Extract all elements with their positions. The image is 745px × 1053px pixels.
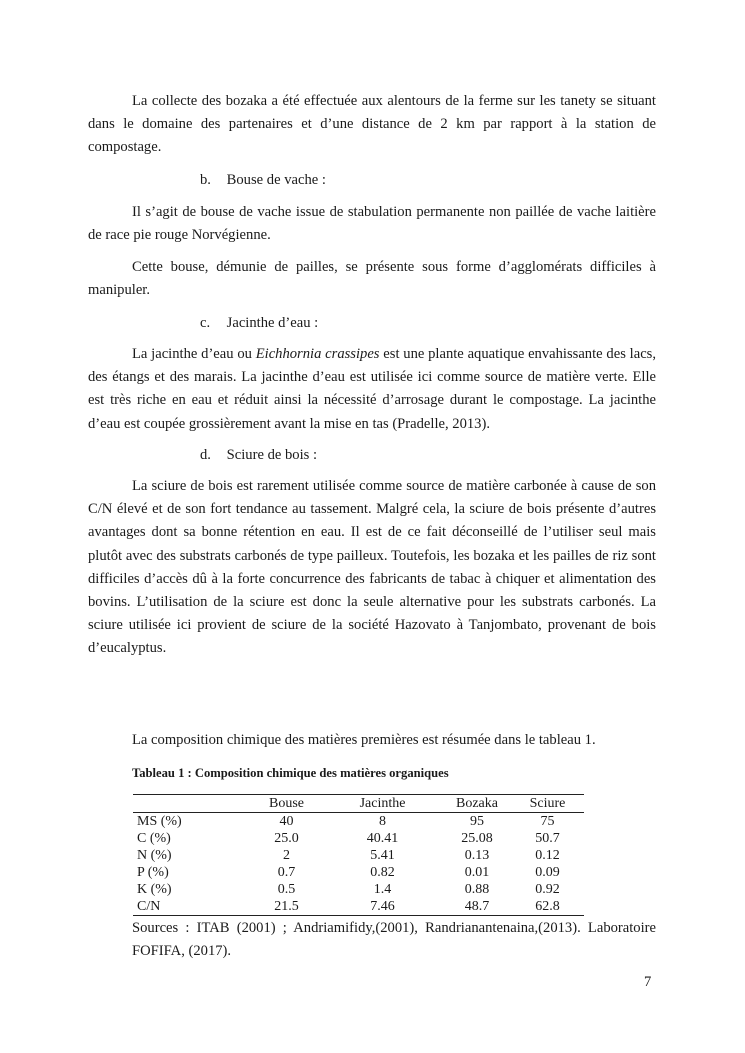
composition-table <box>133 794 584 916</box>
table-row <box>133 847 584 864</box>
heading-label: c. <box>200 315 211 331</box>
table-cell: 0.88 <box>464 882 490 897</box>
header-cell-bozaka: Bozaka <box>456 796 498 811</box>
table-cell: 75 <box>540 814 555 829</box>
table-cell: 0.01 <box>464 865 490 880</box>
table-cell: 40.41 <box>366 831 399 846</box>
header-cell-sciure: Sciure <box>529 796 566 811</box>
table-cell: 21.5 <box>274 899 299 914</box>
table-cell: 25.0 <box>274 831 299 846</box>
table-cell: 50.7 <box>535 831 560 846</box>
row-label: P (%) <box>137 865 169 880</box>
table-cell: 0.82 <box>370 865 395 880</box>
table-cell: 0.09 <box>535 865 560 880</box>
table-cell: 25.08 <box>461 831 493 846</box>
table-cell: 5.41 <box>370 848 395 863</box>
table-cell: 48.7 <box>464 899 490 914</box>
table-row <box>133 898 584 916</box>
table-cell: 1.4 <box>373 882 392 897</box>
jacinthe-text-start: La jacinthe d’eau ou <box>132 346 256 362</box>
row-label: C/N <box>137 899 161 914</box>
table-cell: 8 <box>379 814 386 829</box>
table-row <box>133 813 584 831</box>
heading-text: Bouse de vache : <box>226 172 326 188</box>
table-caption: Tableau 1 : Composition chimique des matières organiques <box>132 766 449 780</box>
heading-bouse-de-vache <box>200 170 326 190</box>
sources-line-2: FOFIFA, (2017). <box>132 943 232 960</box>
paragraph-bouse: Il s’agit de bouse de vache issue de stabulation permanente non paillée de vache laitière de race pie rouge Norvégienne. <box>88 204 656 244</box>
table-cell: 2 <box>283 848 290 863</box>
table-cell: 0.92 <box>535 882 560 897</box>
table-cell: 0.5 <box>277 882 296 897</box>
header-cell-empty <box>133 795 251 813</box>
table-cell: 0.13 <box>464 848 490 863</box>
table-cell: 62.8 <box>535 899 560 914</box>
table-cell: 40 <box>279 814 294 829</box>
table-row <box>133 864 584 881</box>
row-label: C (%) <box>137 831 171 846</box>
heading-text: Jacinthe d’eau : <box>226 315 319 331</box>
table-cell: 7.46 <box>370 899 395 914</box>
row-label: MS (%) <box>137 814 182 829</box>
heading-jacinthe-eau <box>200 313 318 333</box>
paragraph-bozaka-collecte: La collecte des bozaka a été effectuée aux alentours de la ferme sur les tanety se situant dans le domaine des partenaires et d’une distance de 2 km par rapport à la station de compostage. <box>88 93 656 156</box>
table-sources <box>88 917 656 963</box>
table-header-row <box>133 795 584 813</box>
table-cell: 95 <box>470 814 484 829</box>
page-number: 7 <box>644 974 652 990</box>
heading-text: Sciure de bois : <box>226 447 318 463</box>
paragraph-composition-intro: La composition chimique des matières premières est résumée dans le tableau 1. <box>132 732 596 748</box>
table-cell: 0.7 <box>277 865 296 880</box>
heading-label: b. <box>200 172 211 188</box>
table-row <box>133 881 584 898</box>
jacinthe-text-end: est une plante aquatique envahissante des lacs, des étangs et des marais. La jacinthe d’eau est utilisée ici comme source de matière verte. Elle est très riche en eau et réduit ainsi la nécessité d’arrosage durant le compostage. La jacinthe d’eau est coupée grossièrement avant la mise en tas (Pradelle, 2013). <box>88 346 656 432</box>
row-label: K (%) <box>137 882 172 897</box>
row-label: N (%) <box>137 848 172 863</box>
heading-label: d. <box>200 447 211 463</box>
header-cell-jacinthe: Jacinthe <box>359 796 406 811</box>
header-cell-bouse: Bouse <box>269 796 304 811</box>
sources-line-1: Sources : ITAB (2001) ; Andriamifidy,(2001), Randrianantenaina,(2013). Laboratoire <box>132 920 656 936</box>
heading-sciure-de-bois <box>200 445 317 465</box>
table-row <box>133 830 584 847</box>
table-cell: 0.12 <box>535 848 560 863</box>
paragraph-bouse-agglomerats: Cette bouse, démunie de pailles, se présente sous forme d’agglomérats difficiles à manipuler. <box>88 259 656 299</box>
species-name: Eichhornia crassipes <box>255 346 380 362</box>
paragraph-jacinthe <box>88 343 656 436</box>
paragraph-sciure: La sciure de bois est rarement utilisée comme source de matière carbonée à cause de son C/N élevé et de son fort tendance au tassement. Malgré cela, la sciure de bois présente d’autres avantages dont sa bonne rétention en eau. Il est de ce fait déconseillé de l’utiliser seul mais plutôt avec des substrats carbonés de type pailleux. Toutefois, les bozaka et les pailles de riz sont difficiles d’accès dû à la forte concurrence des fabricants de tabac à chiquer et alimentation des bovins. L’utilisation de la sciure est donc la seule alternative pour les substrats carbonés. La sciure utilisée ici provient de sciure de la société Hazovato à Tanjombato, provenant de bois d’eucalyptus. <box>88 478 656 657</box>
